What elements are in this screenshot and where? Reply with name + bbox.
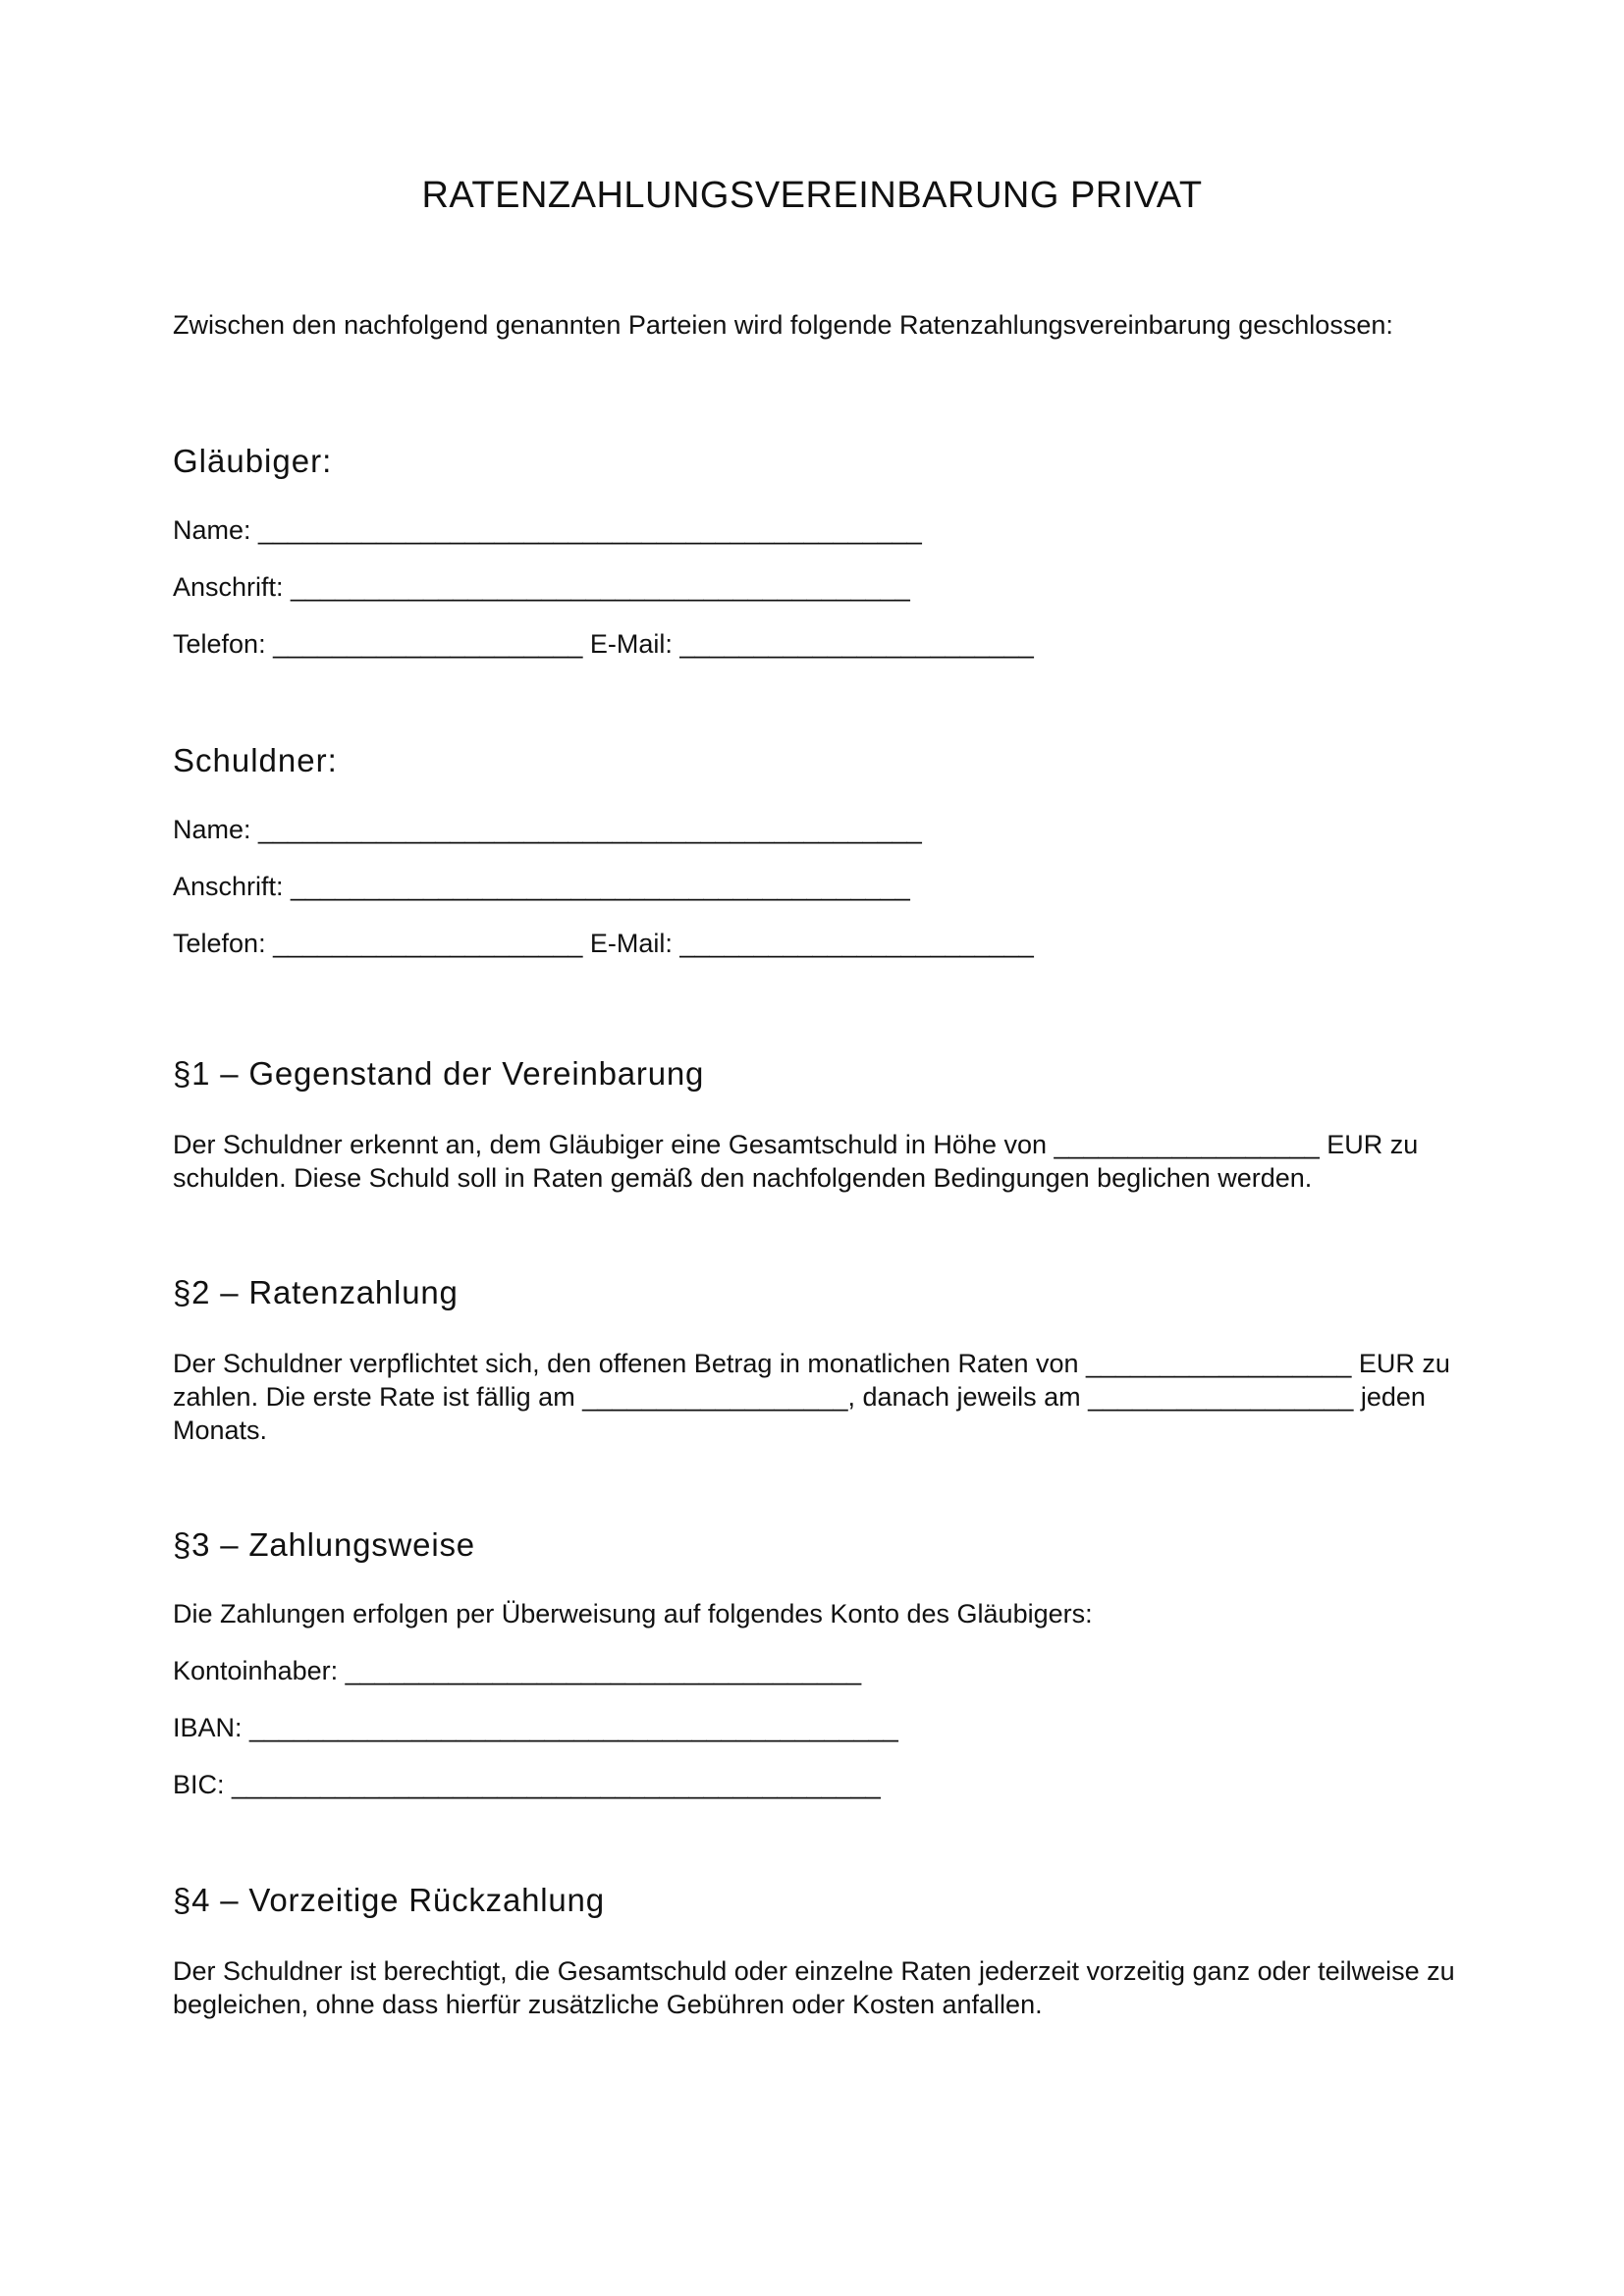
bic-field[interactable]: BIC: ____________________________________________ [173, 1770, 881, 1799]
account-holder-field[interactable]: Kontoinhaber: ___________________________________ [173, 1656, 862, 1685]
debtor-name-field[interactable]: Name: _____________________________________________ [173, 815, 922, 844]
intro-text: Zwischen den nachfolgend genannten Parteien wird folgende Ratenzahlungsvereinbarung geschlossen: [173, 310, 1393, 340]
section-4-text: Der Schuldner ist berechtigt, die Gesamtschuld oder einzelne Raten jederzeit vorzeitig ganz oder teilweise zu begleichen, ohne dass hierfür zusätzliche Gebühren oder Kosten anfallen. [173, 1956, 1455, 2019]
section-1-heading: §1 – Gegenstand der Vereinbarung [173, 1055, 705, 1092]
iban-field[interactable]: IBAN: ____________________________________________ [173, 1713, 898, 1742]
section-4-heading: §4 – Vorzeitige Rückzahlung [173, 1882, 605, 1918]
creditor-heading: Gläubiger: [173, 443, 333, 479]
section-2-heading: §2 – Ratenzahlung [173, 1274, 459, 1310]
section-3-text: Die Zahlungen erfolgen per Überweisung auf folgendes Konto des Gläubigers: [173, 1599, 1093, 1629]
creditor-address-field[interactable]: Anschrift: __________________________________________ [173, 572, 910, 602]
section-3-heading: §3 – Zahlungsweise [173, 1526, 475, 1563]
debtor-address-field[interactable]: Anschrift: __________________________________________ [173, 872, 910, 901]
creditor-phone-email-field[interactable]: Telefon: _____________________ E-Mail: ________________________ [173, 629, 1034, 659]
document-title: RATENZAHLUNGSVEREINBARUNG PRIVAT [421, 175, 1203, 216]
creditor-name-field[interactable]: Name: _____________________________________________ [173, 515, 922, 545]
debtor-phone-email-field[interactable]: Telefon: _____________________ E-Mail: ________________________ [173, 929, 1034, 958]
section-2-text: Der Schuldner verpflichtet sich, den offenen Betrag in monatlichen Raten von __________________ EUR zu zahlen. Die erste Rate ist fällig am __________________, danach jeweils am __________________ jeden Monats. [173, 1349, 1450, 1445]
section-1-text: Der Schuldner erkennt an, dem Gläubiger eine Gesamtschuld in Höhe von __________________ EUR zu schulden. Diese Schuld soll in Raten gemäß den nachfolgenden Bedingungen beglichen werden. [173, 1130, 1419, 1193]
debtor-heading: Schuldner: [173, 742, 338, 778]
